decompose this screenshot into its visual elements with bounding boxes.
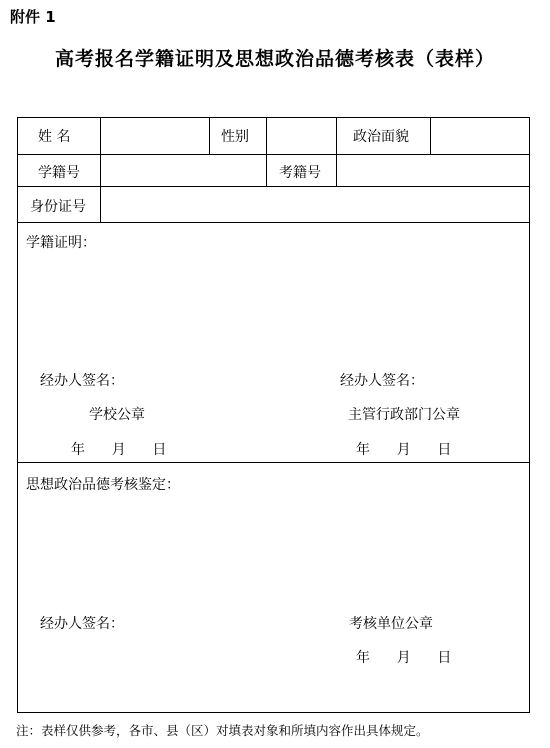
exam-no-field[interactable] [337,155,528,185]
enrollment-proof-heading: 学籍证明： [26,235,96,251]
exam-no-label: 考籍号 [279,165,321,181]
enrollment-handler-signature-right: 经办人签名： [340,373,424,389]
name-label: 姓 名 [38,129,71,145]
assessment-unit-seal-label: 考核单位公章 [349,616,433,632]
student-no-field[interactable] [101,155,265,185]
moral-assessment-heading: 思想政治品德考核鉴定： [26,477,180,493]
gender-label: 性别 [221,129,249,145]
attachment-label: 附件 1 [10,8,56,26]
school-seal-label: 学校公章 [89,407,145,423]
enrollment-date-left: 年 月 日 [71,442,167,458]
moral-date: 年 月 日 [356,650,452,666]
id-number-label: 身份证号 [30,199,86,215]
student-no-label: 学籍号 [38,165,80,181]
political-status-label: 政治面貌 [353,129,409,145]
moral-handler-signature: 经办人签名： [40,616,124,632]
footnote: 注：表样仅供参考，各市、县（区）对填表对象和所填内容作出具体规定。 [16,723,429,738]
gender-field[interactable] [267,119,335,153]
enrollment-handler-signature-left: 经办人签名： [40,373,124,389]
page-title: 高考报名学籍证明及思想政治品德考核表（表样） [54,48,495,70]
name-field[interactable] [101,119,208,153]
form-table [17,117,530,713]
political-status-field[interactable] [431,119,528,153]
enrollment-date-right: 年 月 日 [356,442,452,458]
id-number-field[interactable] [101,187,528,221]
authority-seal-label: 主管行政部门公章 [348,407,460,423]
